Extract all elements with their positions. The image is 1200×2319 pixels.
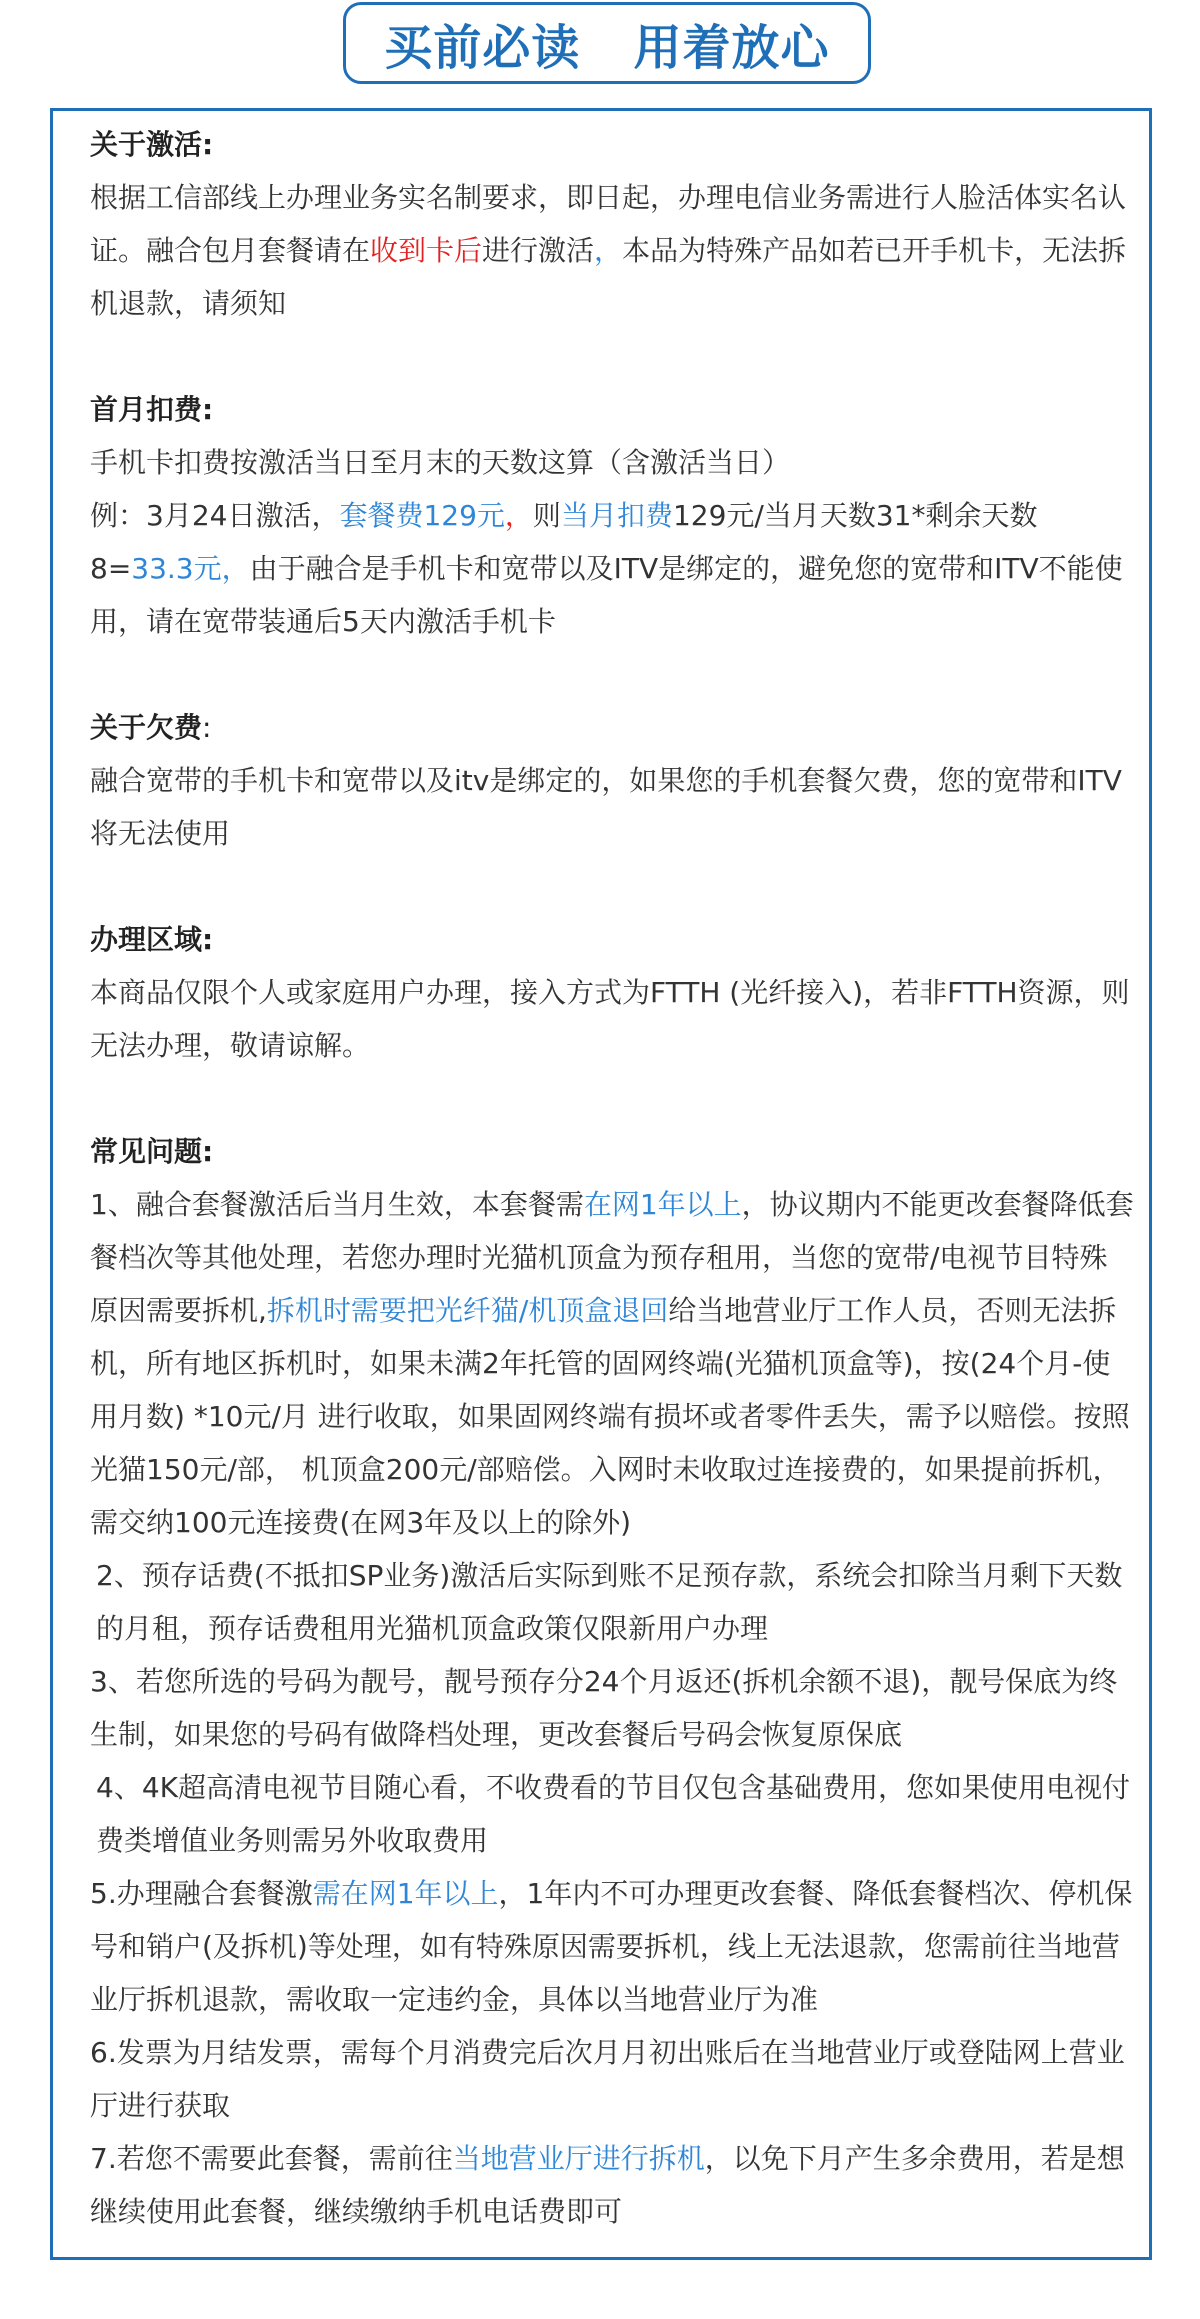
header-banner [343,2,871,84]
highlight-comma: ， [594,234,623,267]
text-segment: 7.若您不需要此套餐，需前往 [90,2142,453,2175]
section-heading: 首月扣费: [90,393,214,426]
section-heading: 关于激活: [90,128,214,161]
highlight-blue-text: 33.3元， [131,552,250,585]
highlight-red-comma: ， [504,499,533,532]
section-text: 融合宽带的手机卡和宽带以及itv是绑定的，如果您的手机套餐欠费，您的宽带和ITV将无法使用 [90,764,1122,850]
highlight-blue-text: 在网1年以上 [583,1188,742,1221]
faq-item-1 [90,1178,1135,1549]
text-segment: ，以免下月产生多余费用，若是想继续使用此套餐，继续缴纳手机电话费即可 [90,2142,1125,2228]
heading-colon: : [202,711,212,744]
highlight-blue-text: 当地营业厅进行拆机 [452,2142,705,2175]
section-activation [90,118,1135,330]
section-arrears [90,701,1135,860]
section-text: 手机卡扣费按激活当日至月末的天数这算（含激活当日） [90,446,791,479]
faq-item-4: 4、4K超高清电视节目随心看，不收费看的节目仅包含基础费用，您如果使用电视付费类增值业务则需另外收取费用 [96,1771,1130,1857]
faq-item-7 [90,2132,1135,2238]
section-faq [90,1125,1135,2238]
text-segment: ，1年内不可办理更改套餐、降低套餐档次、停机保号和销户(及拆机)等处理，如有特殊原因需要拆机，线上无法退款，您需前往当地营业厅拆机退款，需收取一定违约金，具体以当地营业厅为准 [90,1877,1133,2016]
section-text: 本商品仅限个人或家庭用户办理，接入方式为FTTH (光纤接入)，若非FTTH资源，则无法办理，敬请谅解。 [90,976,1130,1062]
section-heading [90,701,1135,754]
highlight-red-text: 收到卡后 [370,234,483,267]
text-segment: 则 [532,499,561,532]
text-segment: 5.办理融合套餐激 [90,1877,313,1910]
text-segment: 由于融合是手机卡和宽带以及ITV是绑定的，避免您的宽带和ITV不能使用，请在宽带装通后5天内激活手机卡 [90,552,1123,638]
text-segment: 129元/当月天数31*剩余天数8= [90,499,1038,585]
notice-content [90,118,1135,2238]
page-title: 买前必读 用着放心 [384,19,830,76]
example-text [90,489,1135,648]
section-heading: 常见问题: [90,1135,214,1168]
faq-item-5 [90,1867,1135,2026]
faq-item-3: 3、若您所选的号码为靓号，靓号预存分24个月返还(拆机余额不退)，靓号保底为终生制，如果您的号码有做降档处理，更改套餐后号码会恢复原保底 [90,1665,1118,1751]
faq-item-6: 6.发票为月结发票，需每个月消费完后次月月初出账后在当地营业厅或登陆网上营业厅进行获取 [90,2036,1125,2122]
section-heading: 办理区域: [90,923,214,956]
text-segment: 本品为特殊产品如若已开手机卡，无法拆机退款，请须知 [90,234,1127,320]
highlight-blue-text: 拆机时需要把光纤猫/机顶盒退回 [266,1294,669,1327]
text-segment: 1、融合套餐激活后当月生效，本套餐需 [90,1188,584,1221]
text-segment: 例：3月24日激活， [90,499,340,532]
text-segment: 根据工信部线上办理业务实名制要求，即日起，办理电信业务需进行人脸活体实名认证。融合包月套餐请在 [90,181,1127,267]
heading-label: 关于欠费 [90,711,203,744]
highlight-blue-text: 当月扣费 [560,499,673,532]
section-text [90,171,1135,330]
faq-item-2: 2、预存话费(不抵扣SP业务)激活后实际到账不足预存款，系统会扣除当月剩下天数的月租，预存话费租用光猫机顶盒政策仅限新用户办理 [96,1559,1123,1645]
section-region [90,913,1135,1072]
text-segment: ，协议期内不能更改套餐降低套餐档次等其他处理，若您办理时光猫机顶盒为预存租用，当您的宽带/电视节目特殊原因需要拆机, [90,1188,1134,1327]
highlight-blue-text: 套餐费129元 [339,499,505,532]
highlight-blue-text: 需在网1年以上 [312,1877,499,1910]
section-first-month [90,383,1135,648]
text-segment: 进行激活 [482,234,595,267]
text-segment: 给当地营业厅工作人员，否则无法拆机，所有地区拆机时，如果未满2年托管的固网终端(光猫机顶盒等)，按(24个月-使用月数) *10元/月 进行收取，如果固网终端有损坏或者零件丢失，需予以赔偿。按照光猫150元/部， 机顶盒200元/部赔偿。入网时未收取过连接费的，如果提前拆机，需交纳100元连接费(在网3年及以上的除外) [90,1294,1130,1539]
